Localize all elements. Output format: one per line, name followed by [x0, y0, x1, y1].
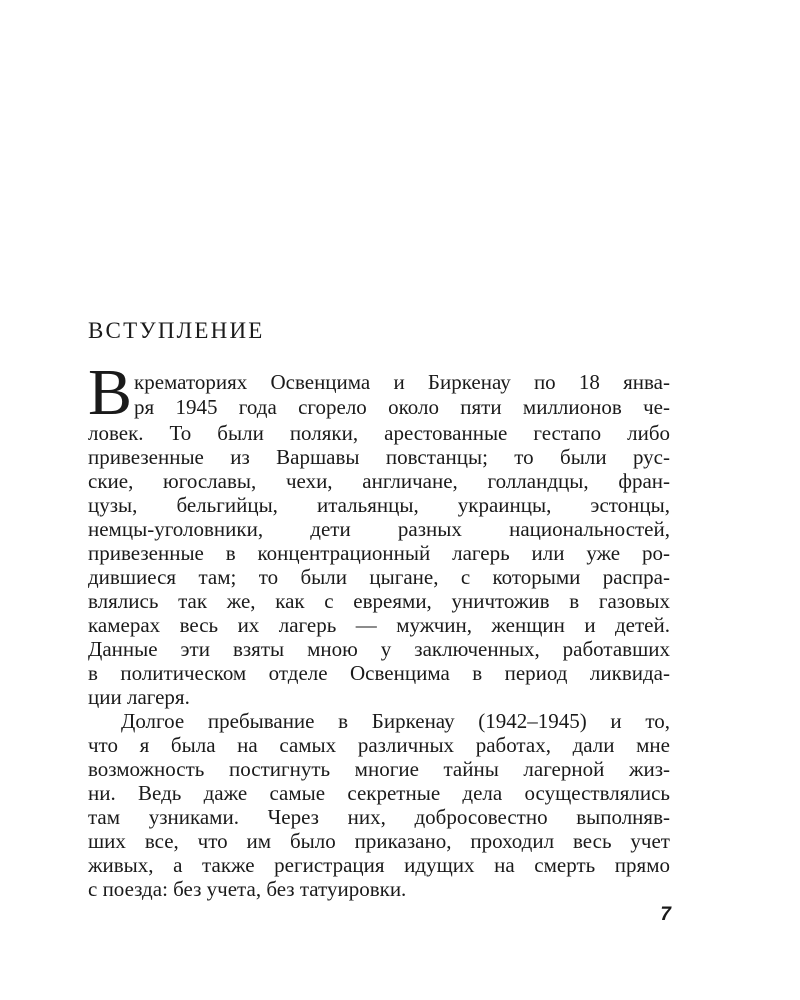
text-line: немцы-уголовники, дети разных национальностей, — [88, 517, 670, 541]
text-line: ря 1945 года сгорело около пяти миллионов че- — [134, 395, 670, 419]
text-line: камерах весь их лагерь — мужчин, женщин и детей. — [88, 613, 670, 637]
text-line: с поезда: без учета, без татуировки. — [88, 877, 407, 901]
text-line: в политическом отделе Освенцима в период ликвида- — [88, 661, 670, 685]
text-line: крематориях Освенцима и Биркенау по 18 янва- — [134, 370, 670, 394]
text-line: возможность постигнуть многие тайны лагерной жиз- — [88, 757, 670, 781]
text-line: дившиеся там; то были цыгане, с которыми распра- — [88, 565, 670, 589]
text-line: влялись так же, как с евреями, уничтожив в газовых — [88, 589, 670, 613]
text-line: Данные эти взяты мною у заключенных, работавших — [88, 637, 670, 661]
text-line: живых, а также регистрация идущих на смерть прямо — [88, 853, 670, 877]
page-number: 7 — [660, 904, 671, 925]
text-line: ции лагеря. — [88, 685, 190, 709]
text-line: привезенные из Варшавы повстанцы; то были рус- — [88, 445, 670, 469]
text-line: ские, югославы, чехи, англичане, голландцы, фран- — [88, 469, 670, 493]
chapter-heading: ВСТУПЛЕНИЕ — [88, 318, 265, 343]
drop-cap: В — [88, 356, 133, 429]
text-line: привезенные в концентрационный лагерь или уже ро- — [88, 541, 670, 565]
text-line: ших все, что им было приказано, проходил весь учет — [88, 829, 670, 853]
text-line: что я была на самых различных работах, дали мне — [88, 733, 670, 757]
text-line: Долгое пребывание в Биркенау (1942–1945) и то, — [121, 709, 670, 733]
text-line: цузы, бельгийцы, итальянцы, украинцы, эстонцы, — [88, 493, 670, 517]
text-line: там узниками. Через них, добросовестно выполняв- — [88, 805, 670, 829]
text-line: ловек. То были поляки, арестованные гестапо либо — [88, 421, 670, 445]
text-line: ни. Ведь даже самые секретные дела осуществлялись — [88, 781, 670, 805]
